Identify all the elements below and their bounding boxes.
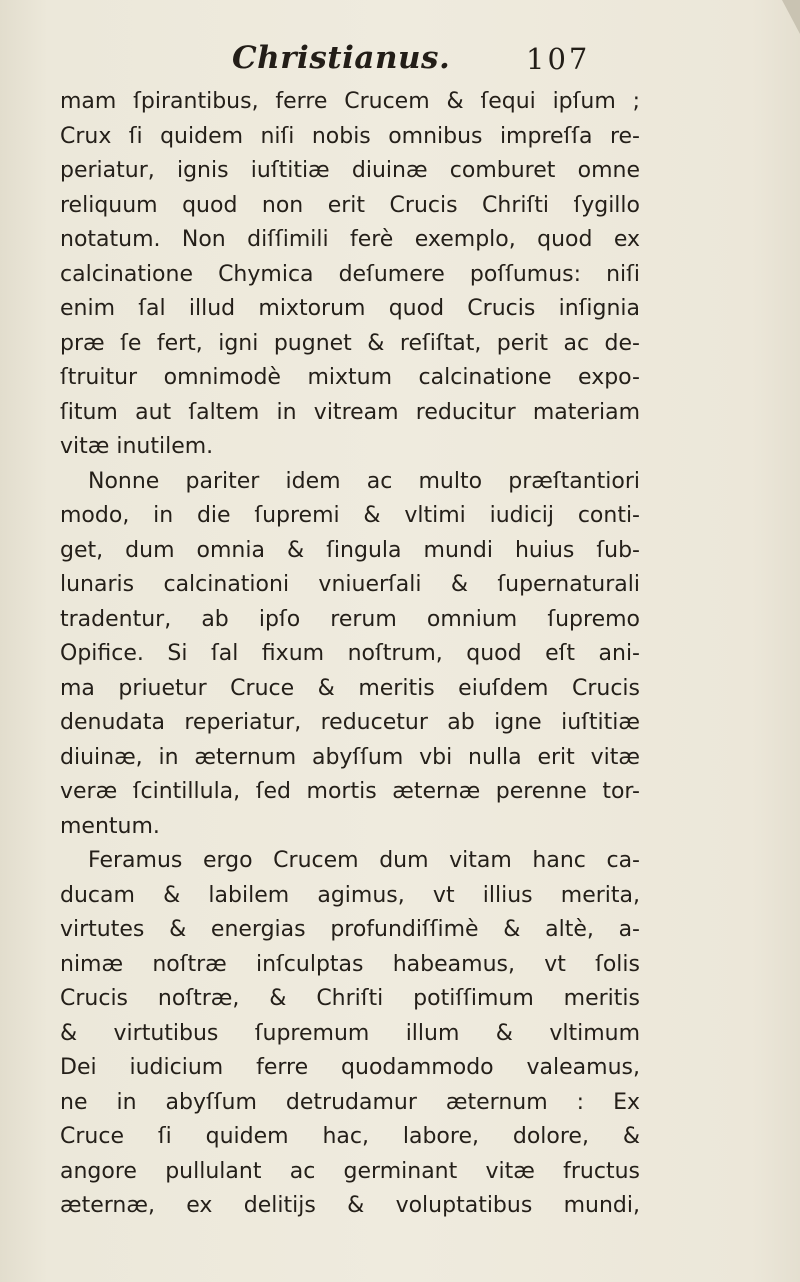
text-line: angore pullulant ac germinant vitæ fructus — [60, 1158, 640, 1184]
text-line: get, dum omnia & ſingula mundi huius ſub- — [60, 537, 640, 563]
text-line: virtutes & energias profundiſſimè & altè, a- — [60, 917, 640, 942]
text-line: modo, in die ſupremi & vltimi iudicij conti- — [60, 503, 640, 528]
text-line: notatum. Non diſſimili ferè exemplo, quod ex — [60, 227, 640, 252]
text-line: ducam & labilem agimus, vt illius merita, — [60, 882, 640, 908]
text-line: veræ ſcintillula, ſed mortis æternæ perenne tor- — [60, 779, 640, 804]
paragraph-end-line: vitæ inutilem. — [60, 434, 214, 459]
page-header — [0, 40, 800, 90]
text-line: enim ſal illud mixtorum quod Crucis inſignia — [60, 296, 640, 321]
text-line: denudata reperiatur, reducetur ab igne iuſtitiæ — [60, 710, 640, 735]
text-line: præ ſe fert, igni pugnet & reſiſtat, perit ac de- — [60, 330, 640, 356]
text-line: ne in abyſſum detrudamur æternum : Ex — [60, 1089, 640, 1115]
body-text — [60, 85, 640, 1224]
paragraph-start-line: Feramus ergo Crucem dum vitam hanc ca- — [88, 848, 640, 873]
running-title: Christianus. — [232, 40, 451, 76]
text-line: reliquum quod non erit Crucis Chriſti ſygillo — [60, 192, 640, 218]
text-line: mam ſpirantibus, ferre Crucem & ſequi ipſum ; — [60, 89, 640, 114]
text-line: Dei iudicium ferre quodammodo valeamus, — [60, 1055, 640, 1080]
text-line: ſtruitur omnimodè mixtum calcinatione expo- — [60, 365, 640, 390]
text-line: lunaris calcinationi vniuerſali & ſupernaturali — [60, 572, 640, 597]
text-line: Cruce ſi quidem hac, labore, dolore, & — [60, 1124, 640, 1149]
text-line: calcinatione Chymica deſumere poſſumus: niſi — [60, 261, 640, 287]
paragraph-start-line: Nonne pariter idem ac multo præſtantiori — [88, 468, 640, 494]
text-line: nimæ noſtræ inſculptas habeamus, vt ſolis — [60, 951, 640, 977]
text-line: Crux ſi quidem niſi nobis omnibus impreſſa re- — [60, 123, 640, 149]
text-line: Crucis noſtræ, & Chriſti potiſſimum meritis — [60, 986, 640, 1011]
text-line: ma priuetur Cruce & meritis eiuſdem Crucis — [60, 675, 640, 701]
text-line: tradentur, ab ipſo rerum omnium ſupremo — [60, 606, 640, 632]
page-number: 107 — [526, 42, 591, 76]
paragraph-end-line: mentum. — [60, 813, 160, 839]
text-line: & virtutibus ſupremum illum & vltimum — [60, 1020, 640, 1046]
text-line: æternæ, ex delitijs & voluptatibus mundi, — [60, 1193, 640, 1218]
text-line: periatur, ignis iuſtitiæ diuinæ comburet omne — [60, 158, 640, 183]
text-line: diuinæ, in æternum abyſſum vbi nulla erit vitæ — [60, 744, 640, 770]
text-line: ſitum aut ſaltem in vitream reducitur materiam — [60, 399, 640, 425]
page-corner — [782, 0, 800, 34]
text-line: Opifice. Si ſal fixum noſtrum, quod eſt ani- — [60, 641, 640, 666]
